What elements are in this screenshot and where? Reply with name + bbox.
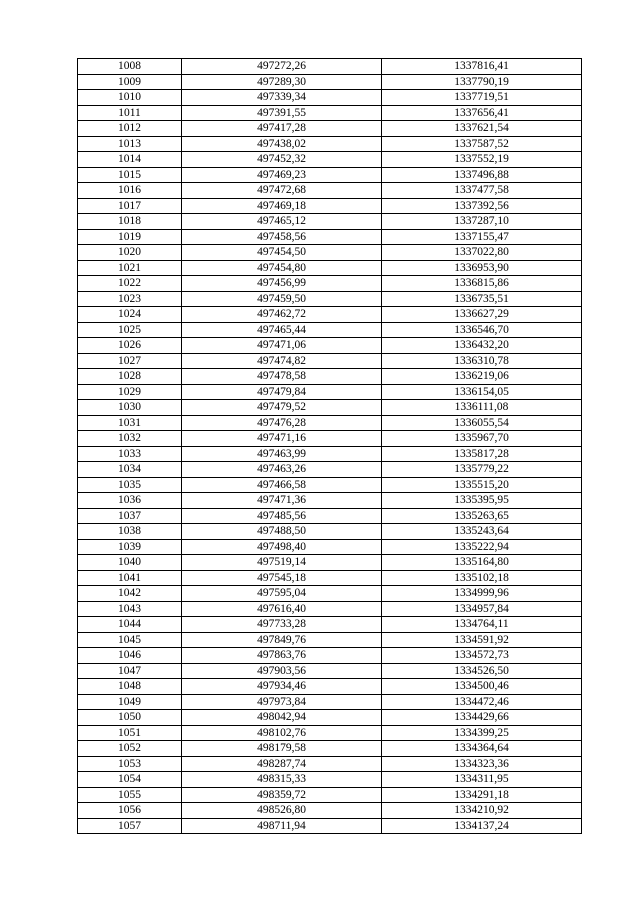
table-row <box>78 338 582 354</box>
x-coordinate-cell: 497849,76 <box>182 632 382 648</box>
table-row <box>78 493 582 509</box>
y-coordinate-cell: 1334764,11 <box>382 617 582 633</box>
point-number-cell: 1027 <box>78 353 182 369</box>
coordinates-table <box>77 58 582 834</box>
point-number-cell: 1043 <box>78 601 182 617</box>
y-coordinate-cell: 1334957,84 <box>382 601 582 617</box>
x-coordinate-cell: 497456,99 <box>182 276 382 292</box>
table-row <box>78 725 582 741</box>
x-coordinate-cell: 497458,56 <box>182 229 382 245</box>
x-coordinate-cell: 497595,04 <box>182 586 382 602</box>
point-number-cell: 1039 <box>78 539 182 555</box>
table-row <box>78 167 582 183</box>
point-number-cell: 1049 <box>78 694 182 710</box>
y-coordinate-cell: 1335263,65 <box>382 508 582 524</box>
x-coordinate-cell: 497289,30 <box>182 74 382 90</box>
point-number-cell: 1022 <box>78 276 182 292</box>
table-row <box>78 276 582 292</box>
y-coordinate-cell: 1336154,05 <box>382 384 582 400</box>
point-number-cell: 1026 <box>78 338 182 354</box>
x-coordinate-cell: 497391,55 <box>182 105 382 121</box>
table-row <box>78 198 582 214</box>
table-row <box>78 291 582 307</box>
x-coordinate-cell: 497545,18 <box>182 570 382 586</box>
table-row <box>78 679 582 695</box>
y-coordinate-cell: 1337477,58 <box>382 183 582 199</box>
table-row <box>78 524 582 540</box>
point-number-cell: 1032 <box>78 431 182 447</box>
point-number-cell: 1030 <box>78 400 182 416</box>
y-coordinate-cell: 1335817,28 <box>382 446 582 462</box>
point-number-cell: 1051 <box>78 725 182 741</box>
x-coordinate-cell: 498287,74 <box>182 756 382 772</box>
table-row <box>78 400 582 416</box>
point-number-cell: 1036 <box>78 493 182 509</box>
table-row <box>78 477 582 493</box>
point-number-cell: 1050 <box>78 710 182 726</box>
y-coordinate-cell: 1336953,90 <box>382 260 582 276</box>
point-number-cell: 1014 <box>78 152 182 168</box>
y-coordinate-cell: 1337392,56 <box>382 198 582 214</box>
y-coordinate-cell: 1337022,80 <box>382 245 582 261</box>
point-number-cell: 1020 <box>78 245 182 261</box>
x-coordinate-cell: 497465,12 <box>182 214 382 230</box>
x-coordinate-cell: 497454,80 <box>182 260 382 276</box>
point-number-cell: 1016 <box>78 183 182 199</box>
point-number-cell: 1054 <box>78 772 182 788</box>
x-coordinate-cell: 498102,76 <box>182 725 382 741</box>
table-row <box>78 431 582 447</box>
x-coordinate-cell: 497339,34 <box>182 90 382 106</box>
table-row <box>78 741 582 757</box>
y-coordinate-cell: 1334291,18 <box>382 787 582 803</box>
y-coordinate-cell: 1334999,96 <box>382 586 582 602</box>
y-coordinate-cell: 1337790,19 <box>382 74 582 90</box>
point-number-cell: 1047 <box>78 663 182 679</box>
table-row <box>78 446 582 462</box>
x-coordinate-cell: 497474,82 <box>182 353 382 369</box>
x-coordinate-cell: 498359,72 <box>182 787 382 803</box>
x-coordinate-cell: 497463,26 <box>182 462 382 478</box>
table-row <box>78 694 582 710</box>
point-number-cell: 1040 <box>78 555 182 571</box>
y-coordinate-cell: 1337656,41 <box>382 105 582 121</box>
point-number-cell: 1052 <box>78 741 182 757</box>
point-number-cell: 1009 <box>78 74 182 90</box>
y-coordinate-cell: 1334137,24 <box>382 818 582 834</box>
point-number-cell: 1011 <box>78 105 182 121</box>
y-coordinate-cell: 1334210,92 <box>382 803 582 819</box>
table-row <box>78 183 582 199</box>
table-row <box>78 663 582 679</box>
x-coordinate-cell: 497454,50 <box>182 245 382 261</box>
x-coordinate-cell: 497733,28 <box>182 617 382 633</box>
x-coordinate-cell: 497903,56 <box>182 663 382 679</box>
y-coordinate-cell: 1336310,78 <box>382 353 582 369</box>
point-number-cell: 1057 <box>78 818 182 834</box>
point-number-cell: 1019 <box>78 229 182 245</box>
table-row <box>78 152 582 168</box>
y-coordinate-cell: 1336627,29 <box>382 307 582 323</box>
table-row <box>78 307 582 323</box>
y-coordinate-cell: 1337287,10 <box>382 214 582 230</box>
x-coordinate-cell: 497485,56 <box>182 508 382 524</box>
x-coordinate-cell: 498042,94 <box>182 710 382 726</box>
y-coordinate-cell: 1335243,64 <box>382 524 582 540</box>
y-coordinate-cell: 1336735,51 <box>382 291 582 307</box>
table-row <box>78 818 582 834</box>
point-number-cell: 1017 <box>78 198 182 214</box>
x-coordinate-cell: 497471,36 <box>182 493 382 509</box>
y-coordinate-cell: 1335164,80 <box>382 555 582 571</box>
x-coordinate-cell: 498315,33 <box>182 772 382 788</box>
y-coordinate-cell: 1336111,08 <box>382 400 582 416</box>
table-row <box>78 756 582 772</box>
y-coordinate-cell: 1334323,36 <box>382 756 582 772</box>
table-row <box>78 90 582 106</box>
y-coordinate-cell: 1334500,46 <box>382 679 582 695</box>
point-number-cell: 1023 <box>78 291 182 307</box>
table-row <box>78 462 582 478</box>
y-coordinate-cell: 1337587,52 <box>382 136 582 152</box>
point-number-cell: 1037 <box>78 508 182 524</box>
point-number-cell: 1008 <box>78 59 182 75</box>
point-number-cell: 1010 <box>78 90 182 106</box>
x-coordinate-cell: 497272,26 <box>182 59 382 75</box>
table-row <box>78 787 582 803</box>
point-number-cell: 1046 <box>78 648 182 664</box>
table-row <box>78 74 582 90</box>
table-row <box>78 617 582 633</box>
x-coordinate-cell: 497616,40 <box>182 601 382 617</box>
x-coordinate-cell: 497459,50 <box>182 291 382 307</box>
table-row <box>78 555 582 571</box>
point-number-cell: 1031 <box>78 415 182 431</box>
x-coordinate-cell: 497471,06 <box>182 338 382 354</box>
y-coordinate-cell: 1334572,73 <box>382 648 582 664</box>
y-coordinate-cell: 1334399,25 <box>382 725 582 741</box>
y-coordinate-cell: 1334364,64 <box>382 741 582 757</box>
table-row <box>78 570 582 586</box>
point-number-cell: 1015 <box>78 167 182 183</box>
table-row <box>78 508 582 524</box>
y-coordinate-cell: 1334526,50 <box>382 663 582 679</box>
table-row <box>78 121 582 137</box>
y-coordinate-cell: 1335102,18 <box>382 570 582 586</box>
y-coordinate-cell: 1334472,46 <box>382 694 582 710</box>
table-row <box>78 369 582 385</box>
x-coordinate-cell: 497469,23 <box>182 167 382 183</box>
point-number-cell: 1045 <box>78 632 182 648</box>
y-coordinate-cell: 1337719,51 <box>382 90 582 106</box>
y-coordinate-cell: 1337155,47 <box>382 229 582 245</box>
point-number-cell: 1048 <box>78 679 182 695</box>
y-coordinate-cell: 1334311,95 <box>382 772 582 788</box>
x-coordinate-cell: 497466,58 <box>182 477 382 493</box>
coordinates-table-body <box>78 59 582 834</box>
x-coordinate-cell: 497863,76 <box>182 648 382 664</box>
y-coordinate-cell: 1336432,20 <box>382 338 582 354</box>
x-coordinate-cell: 498711,94 <box>182 818 382 834</box>
point-number-cell: 1055 <box>78 787 182 803</box>
x-coordinate-cell: 497472,68 <box>182 183 382 199</box>
x-coordinate-cell: 497498,40 <box>182 539 382 555</box>
x-coordinate-cell: 497452,32 <box>182 152 382 168</box>
y-coordinate-cell: 1336815,86 <box>382 276 582 292</box>
table-row <box>78 214 582 230</box>
x-coordinate-cell: 497973,84 <box>182 694 382 710</box>
table-row <box>78 586 582 602</box>
x-coordinate-cell: 497438,02 <box>182 136 382 152</box>
y-coordinate-cell: 1335222,94 <box>382 539 582 555</box>
y-coordinate-cell: 1334591,92 <box>382 632 582 648</box>
x-coordinate-cell: 497478,58 <box>182 369 382 385</box>
table-row <box>78 59 582 75</box>
point-number-cell: 1034 <box>78 462 182 478</box>
point-number-cell: 1033 <box>78 446 182 462</box>
x-coordinate-cell: 498179,58 <box>182 741 382 757</box>
point-number-cell: 1025 <box>78 322 182 338</box>
x-coordinate-cell: 497488,50 <box>182 524 382 540</box>
y-coordinate-cell: 1335515,20 <box>382 477 582 493</box>
table-row <box>78 415 582 431</box>
point-number-cell: 1042 <box>78 586 182 602</box>
point-number-cell: 1028 <box>78 369 182 385</box>
point-number-cell: 1024 <box>78 307 182 323</box>
y-coordinate-cell: 1337816,41 <box>382 59 582 75</box>
x-coordinate-cell: 497479,52 <box>182 400 382 416</box>
y-coordinate-cell: 1336055,54 <box>382 415 582 431</box>
y-coordinate-cell: 1336546,70 <box>382 322 582 338</box>
x-coordinate-cell: 497465,44 <box>182 322 382 338</box>
table-row <box>78 710 582 726</box>
point-number-cell: 1056 <box>78 803 182 819</box>
x-coordinate-cell: 497479,84 <box>182 384 382 400</box>
table-row <box>78 648 582 664</box>
x-coordinate-cell: 497476,28 <box>182 415 382 431</box>
point-number-cell: 1012 <box>78 121 182 137</box>
point-number-cell: 1053 <box>78 756 182 772</box>
table-row <box>78 136 582 152</box>
table-row <box>78 105 582 121</box>
table-row <box>78 322 582 338</box>
y-coordinate-cell: 1337621,54 <box>382 121 582 137</box>
table-row <box>78 353 582 369</box>
point-number-cell: 1021 <box>78 260 182 276</box>
x-coordinate-cell: 497462,72 <box>182 307 382 323</box>
table-row <box>78 772 582 788</box>
table-row <box>78 260 582 276</box>
point-number-cell: 1018 <box>78 214 182 230</box>
point-number-cell: 1029 <box>78 384 182 400</box>
y-coordinate-cell: 1335967,70 <box>382 431 582 447</box>
x-coordinate-cell: 497519,14 <box>182 555 382 571</box>
y-coordinate-cell: 1335395,95 <box>382 493 582 509</box>
point-number-cell: 1013 <box>78 136 182 152</box>
point-number-cell: 1044 <box>78 617 182 633</box>
y-coordinate-cell: 1337552,19 <box>382 152 582 168</box>
table-row <box>78 803 582 819</box>
table-row <box>78 245 582 261</box>
y-coordinate-cell: 1336219,06 <box>382 369 582 385</box>
point-number-cell: 1035 <box>78 477 182 493</box>
x-coordinate-cell: 498526,80 <box>182 803 382 819</box>
x-coordinate-cell: 497463,99 <box>182 446 382 462</box>
y-coordinate-cell: 1337496,88 <box>382 167 582 183</box>
table-row <box>78 384 582 400</box>
table-row <box>78 632 582 648</box>
point-number-cell: 1041 <box>78 570 182 586</box>
x-coordinate-cell: 497471,16 <box>182 431 382 447</box>
point-number-cell: 1038 <box>78 524 182 540</box>
table-row <box>78 601 582 617</box>
x-coordinate-cell: 497469,18 <box>182 198 382 214</box>
table-row <box>78 539 582 555</box>
table-row <box>78 229 582 245</box>
y-coordinate-cell: 1335779,22 <box>382 462 582 478</box>
x-coordinate-cell: 497934,46 <box>182 679 382 695</box>
x-coordinate-cell: 497417,28 <box>182 121 382 137</box>
y-coordinate-cell: 1334429,66 <box>382 710 582 726</box>
